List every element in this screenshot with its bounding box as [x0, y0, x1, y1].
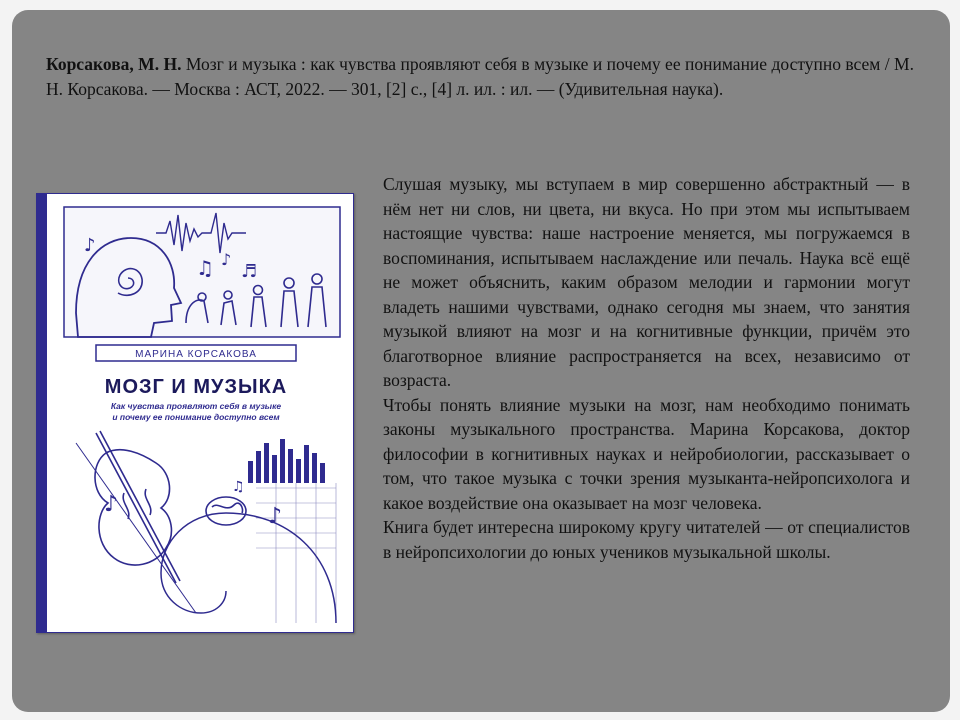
book-description [383, 172, 910, 564]
music-note-icon: ♪ [104, 492, 119, 517]
citation-text: Мозг и музыка : как чувства проявляют себя в музыке и почему ее понимание доступно всем / М. Н. Корсакова. — Москва : АСТ, 2022. — 301, [2] с., [4] л. ил. : ил. — (Удивительная наука). [46, 54, 914, 99]
cover-title: МОЗГ И МУЗЫКА [104, 376, 288, 398]
slide [12, 10, 950, 712]
description-paragraph: Слушая музыку, мы вступаем в мир совершенно абстрактный — в нём нет ни слов, ни цвета, ни вкуса. Но при этом мы испытываем настоящие чувства: наше настроение меняется, мы погружаемся в воспоминания, испытываем наслаждение или печаль. Наука всё ещё не может объяснить, каким образом мелодии и гармонии могут владеть нашими чувствами, однако сегодня мы знаем, что занятия музыкой влияют на мозг и на когнитивные функции, причём это благотворное влияние распространяется на всех, независимо от возраста. [383, 174, 910, 390]
description-paragraph: Чтобы понять влияние музыки на мозг, нам необходимо понимать законы музыкального пространства. Марина Корсакова, доктор философии в когнитивных науках и нейробиологии, рассказывает о том, что такое музыка с точки зрения музыканта-нейропсихолога и какое воздействие она оказывает на мозг человека. [383, 394, 910, 513]
cover-author: МАРИНА КОРСАКОВА [135, 349, 257, 360]
music-note-icon: ♪ [84, 235, 96, 256]
music-note-icon: ♪ [221, 250, 232, 269]
music-note-icon: ♪ [268, 504, 283, 529]
cover-subtitle-line1: Как чувства проявляют себя в музыке [110, 401, 282, 411]
cover-subtitle-line2: и почему ее понимание доступно всем [112, 412, 280, 422]
book-cover-illustration [36, 193, 354, 633]
music-note-icon: ♫ [196, 256, 214, 280]
cover-spine-stripe [36, 193, 46, 633]
music-note-icon: ♬ [241, 261, 258, 282]
music-note-icon: ♫ [232, 479, 245, 495]
bibliographic-citation [46, 52, 914, 102]
description-paragraph: Книга будет интересна широкому кругу читателей — от специалистов в нейропсихологии до юных учеников музыкальной школы. [383, 517, 910, 562]
citation-author: Корсакова, М. Н. [46, 54, 182, 74]
book-cover [36, 193, 354, 633]
